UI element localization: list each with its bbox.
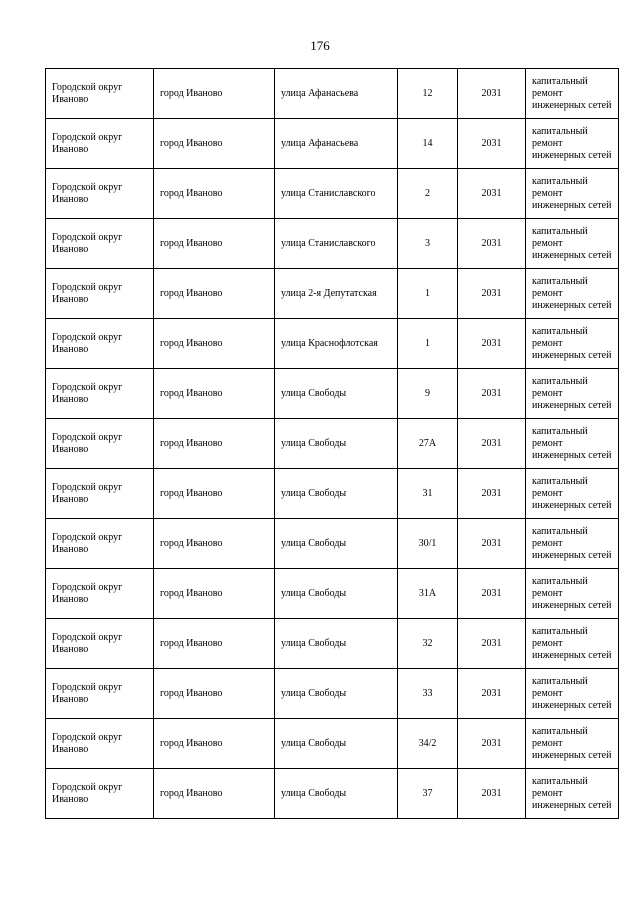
year-cell: 2031 xyxy=(458,519,526,569)
city-cell: город Иваново xyxy=(154,219,275,269)
street-cell: улица Свободы xyxy=(275,419,398,469)
work-type-cell: капитальный ремонт инженерных сетей xyxy=(526,669,619,719)
city-cell: город Иваново xyxy=(154,519,275,569)
table-row xyxy=(46,269,619,319)
house-number-cell: 37 xyxy=(398,769,458,819)
house-number-cell: 30/1 xyxy=(398,519,458,569)
okrug-cell: Городской округ Иваново xyxy=(46,519,154,569)
house-number-cell: 27А xyxy=(398,419,458,469)
city-cell: город Иваново xyxy=(154,569,275,619)
work-type-cell: капитальный ремонт инженерных сетей xyxy=(526,369,619,419)
street-cell: улица Свободы xyxy=(275,469,398,519)
year-cell: 2031 xyxy=(458,569,526,619)
table-row xyxy=(46,119,619,169)
okrug-cell: Городской округ Иваново xyxy=(46,769,154,819)
city-cell: город Иваново xyxy=(154,269,275,319)
okrug-cell: Городской округ Иваново xyxy=(46,269,154,319)
year-cell: 2031 xyxy=(458,219,526,269)
street-cell: улица Свободы xyxy=(275,619,398,669)
house-number-cell: 31 xyxy=(398,469,458,519)
city-cell: город Иваново xyxy=(154,119,275,169)
work-type-cell: капитальный ремонт инженерных сетей xyxy=(526,69,619,119)
house-number-cell: 1 xyxy=(398,319,458,369)
street-cell: улица 2-я Депутатская xyxy=(275,269,398,319)
year-cell: 2031 xyxy=(458,319,526,369)
year-cell: 2031 xyxy=(458,719,526,769)
house-number-cell: 31А xyxy=(398,569,458,619)
house-number-cell: 32 xyxy=(398,619,458,669)
street-cell: улица Свободы xyxy=(275,569,398,619)
work-type-cell: капитальный ремонт инженерных сетей xyxy=(526,169,619,219)
street-cell: улица Афанасьева xyxy=(275,119,398,169)
city-cell: город Иваново xyxy=(154,469,275,519)
okrug-cell: Городской округ Иваново xyxy=(46,469,154,519)
house-number-cell: 3 xyxy=(398,219,458,269)
work-type-cell: капитальный ремонт инженерных сетей xyxy=(526,519,619,569)
house-number-cell: 9 xyxy=(398,369,458,419)
table-row xyxy=(46,69,619,119)
table-row xyxy=(46,569,619,619)
street-cell: улица Свободы xyxy=(275,719,398,769)
year-cell: 2031 xyxy=(458,169,526,219)
house-number-cell: 1 xyxy=(398,269,458,319)
city-cell: город Иваново xyxy=(154,69,275,119)
work-type-cell: капитальный ремонт инженерных сетей xyxy=(526,269,619,319)
year-cell: 2031 xyxy=(458,69,526,119)
work-type-cell: капитальный ремонт инженерных сетей xyxy=(526,419,619,469)
house-number-cell: 14 xyxy=(398,119,458,169)
okrug-cell: Городской округ Иваново xyxy=(46,569,154,619)
table-row xyxy=(46,619,619,669)
table-row xyxy=(46,719,619,769)
okrug-cell: Городской округ Иваново xyxy=(46,669,154,719)
street-cell: улица Свободы xyxy=(275,369,398,419)
year-cell: 2031 xyxy=(458,419,526,469)
city-cell: город Иваново xyxy=(154,319,275,369)
table-row xyxy=(46,519,619,569)
table-row xyxy=(46,319,619,369)
table-row xyxy=(46,769,619,819)
year-cell: 2031 xyxy=(458,469,526,519)
work-type-cell: капитальный ремонт инженерных сетей xyxy=(526,319,619,369)
work-type-cell: капитальный ремонт инженерных сетей xyxy=(526,469,619,519)
work-type-cell: капитальный ремонт инженерных сетей xyxy=(526,719,619,769)
okrug-cell: Городской округ Иваново xyxy=(46,169,154,219)
street-cell: улица Краснофлотская xyxy=(275,319,398,369)
housing-registry-table xyxy=(45,68,619,819)
city-cell: город Иваново xyxy=(154,669,275,719)
okrug-cell: Городской округ Иваново xyxy=(46,419,154,469)
table-row xyxy=(46,169,619,219)
work-type-cell: капитальный ремонт инженерных сетей xyxy=(526,219,619,269)
work-type-cell: капитальный ремонт инженерных сетей xyxy=(526,569,619,619)
year-cell: 2031 xyxy=(458,619,526,669)
year-cell: 2031 xyxy=(458,769,526,819)
city-cell: город Иваново xyxy=(154,169,275,219)
year-cell: 2031 xyxy=(458,369,526,419)
house-number-cell: 2 xyxy=(398,169,458,219)
street-cell: улица Свободы xyxy=(275,519,398,569)
page-number: 176 xyxy=(310,38,330,53)
street-cell: улица Свободы xyxy=(275,769,398,819)
table-row xyxy=(46,369,619,419)
registry-table-body xyxy=(46,69,619,819)
work-type-cell: капитальный ремонт инженерных сетей xyxy=(526,119,619,169)
table-row xyxy=(46,469,619,519)
table-row xyxy=(46,219,619,269)
okrug-cell: Городской округ Иваново xyxy=(46,719,154,769)
year-cell: 2031 xyxy=(458,119,526,169)
city-cell: город Иваново xyxy=(154,719,275,769)
house-number-cell: 34/2 xyxy=(398,719,458,769)
street-cell: улица Свободы xyxy=(275,669,398,719)
okrug-cell: Городской округ Иваново xyxy=(46,219,154,269)
city-cell: город Иваново xyxy=(154,369,275,419)
work-type-cell: капитальный ремонт инженерных сетей xyxy=(526,769,619,819)
street-cell: улица Станиславского xyxy=(275,219,398,269)
house-number-cell: 33 xyxy=(398,669,458,719)
okrug-cell: Городской округ Иваново xyxy=(46,69,154,119)
okrug-cell: Городской округ Иваново xyxy=(46,369,154,419)
table-row xyxy=(46,669,619,719)
okrug-cell: Городской округ Иваново xyxy=(46,319,154,369)
city-cell: город Иваново xyxy=(154,619,275,669)
okrug-cell: Городской округ Иваново xyxy=(46,119,154,169)
table-row xyxy=(46,419,619,469)
year-cell: 2031 xyxy=(458,269,526,319)
okrug-cell: Городской округ Иваново xyxy=(46,619,154,669)
year-cell: 2031 xyxy=(458,669,526,719)
street-cell: улица Афанасьева xyxy=(275,69,398,119)
street-cell: улица Станиславского xyxy=(275,169,398,219)
house-number-cell: 12 xyxy=(398,69,458,119)
city-cell: город Иваново xyxy=(154,769,275,819)
city-cell: город Иваново xyxy=(154,419,275,469)
work-type-cell: капитальный ремонт инженерных сетей xyxy=(526,619,619,669)
